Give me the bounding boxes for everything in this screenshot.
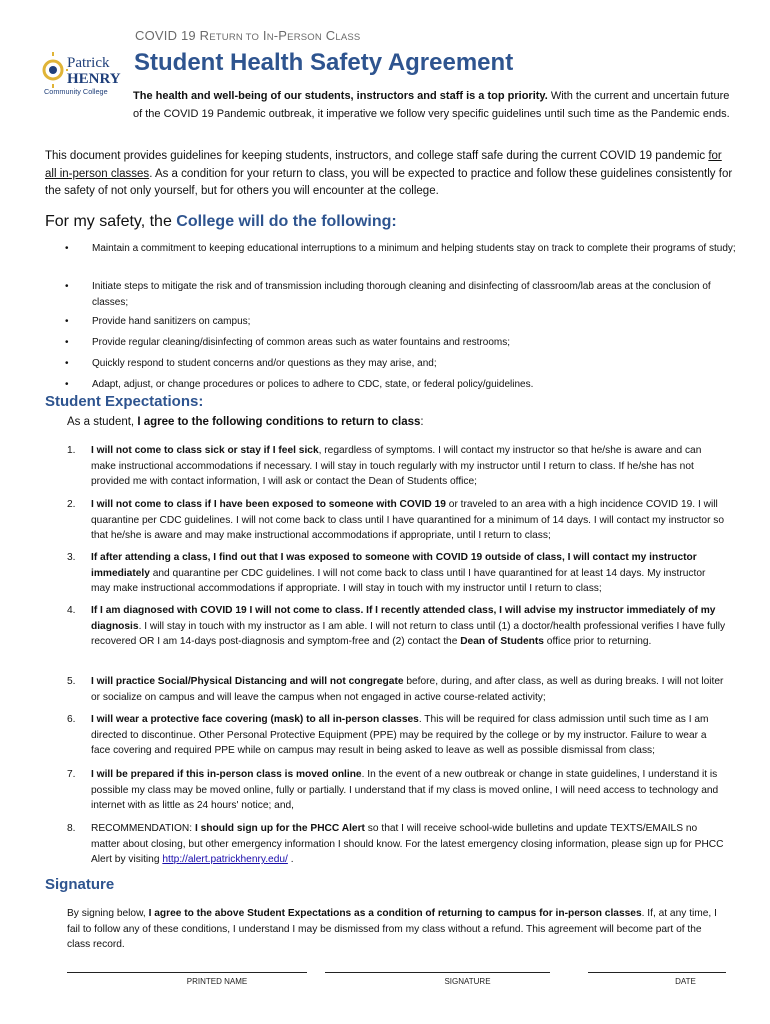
- list-item: • Provide hand sanitizers on campus;: [60, 314, 740, 330]
- list-item: • Adapt, adjust, or change procedures or polices to adhere to CDC, state, or federal policy/guidelines.: [60, 377, 740, 393]
- logo-line3: Community College: [44, 87, 108, 96]
- intro-paragraph: The health and well-being of our students, instructors and staff is a top priority. With the current and uncertain future of the COVID 19 Pandemic outbreak, it imperative we follow very specific guidelines until such time as the Pandemic ends.: [133, 90, 730, 120]
- list-item: • Maintain a commitment to keeping educational interruptions to a minimum and helping students stay on track to complete their programs of study;: [60, 241, 740, 257]
- signature-paragraph: By signing below, I agree to the above Student Expectations as a condition of returning to campus for in-person classes. If, at any time, I fail to follow any of these conditions, I understand I may be dismissed from my class without a refund. This agreement will become part of the class record.: [67, 908, 717, 950]
- logo-line1: Patrick: [67, 55, 110, 71]
- bullet-icon: •: [65, 358, 69, 369]
- list-item: • Initiate steps to mitigate the risk and of transmission including thorough cleaning and disinfecting of classroom/lab areas at the conclusion of classes;: [65, 281, 711, 308]
- signature-caption: SIGNATURE: [444, 977, 491, 986]
- list-item: • Provide regular cleaning/disinfecting of common areas such as water fountains and restrooms;: [60, 335, 740, 351]
- logo-line2: HENRY: [67, 71, 121, 87]
- expectations-heading: Student Expectations:: [45, 393, 204, 410]
- expectation-item: 5. I will practice Social/Physical Distancing and will not congregate before, during, and after class, as well as during breaks. I will not loiter or socialize on campus and will leave the campus when not engaged in active course-related activity;: [67, 676, 724, 703]
- page-title: Student Health Safety Agreement: [134, 49, 514, 76]
- alert-link[interactable]: http://alert.patrickhenry.edu/: [162, 854, 288, 865]
- expectation-item: 1. I will not come to class sick or stay if I feel sick, regardless of symptoms. I will contact my instructor so that he/she is aware and can make instructional accommodations if necessary. I will stay in touch regularly with my instructor until I return to class. If he/she has not provided me with contact information, I will ask or contact the Dean of Students office;: [67, 445, 702, 487]
- expectation-item: 2. I will not come to class if I have been exposed to someone with COVID 19 or traveled to an area with a high incidence COVID 19. I will quarantine per CDC guidelines. I will not come back to class until I have quarantined for a minimum of 14 days. I will contact my instructor so that he/she is aware and may make instructional accommodations if appropriate, until I return to class;: [67, 499, 725, 541]
- sun-emblem-icon: [40, 52, 68, 88]
- bullet-icon: •: [65, 379, 69, 390]
- printed-name-line[interactable]: [67, 972, 307, 973]
- document-kicker: COVID 19 RETURN TO IN-PERSON CLASS: [135, 28, 361, 43]
- college-logo: [40, 50, 125, 105]
- expectation-item: 3. If after attending a class, I find out that I was exposed to someone with COVID 19 outside of class, I will contact my instructor immediately and quarantine per CDC guidelines. I will not come back to class until I have quarantined for at least 14 days. My instructor may make instructional accommodations if appropriate. I will stay in touch with my instructor until I return to class;: [67, 552, 706, 594]
- signature-line[interactable]: [325, 972, 550, 973]
- signature-heading: Signature: [45, 876, 115, 893]
- safety-heading: For my safety, the College will do the following:: [45, 213, 397, 230]
- expectation-item: 8. RECOMMENDATION: I should sign up for the PHCC Alert so that I will receive school-wide bulletins and update TEXTS/EMAILS no matter about closing, but other emergency information I should know. For the latest emergency closing information, please sign up for PHCC Alert by visiting http://alert.patrickhenry.edu/ .: [67, 823, 724, 865]
- bullet-icon: •: [65, 243, 69, 254]
- printed-name-caption: PRINTED NAME: [186, 977, 248, 986]
- date-line[interactable]: [588, 972, 726, 973]
- expectation-item: 7. I will be prepared if this in-person class is moved online. In the event of a new outbreak or change in state guidelines, I understand it is possible my class may be moved online, fully or partially. I understand that if my class is moved online, I will need access to technology and internet with as little as 24 hours' notice; and,: [67, 769, 719, 811]
- description-paragraph: This document provides guidelines for keeping students, instructors, and college staff safe during the current COVID 19 pandemic for all in-person classes. As a condition for your return to class, you will be expected to practice and follow these guidelines consistently for the safety of not only yourself, but for others you will encounter at the college.: [45, 150, 733, 197]
- bullet-icon: •: [65, 337, 69, 348]
- date-caption: DATE: [675, 977, 696, 986]
- list-item: • Quickly respond to student concerns and/or questions as they may arise, and;: [60, 356, 740, 372]
- expectation-item: 6. I will wear a protective face covering (mask) to all in-person classes. This will be required for class admission until such time as I am directed to discontinue. Other Personal Protective Equipment (PPE) may be required by the college or by my instructor. Failure to wear a face covering and required PPE while on campus may result in being asked to leave as well as possible dismissal from class;: [67, 714, 709, 756]
- expectation-item: 4. If I am diagnosed with COVID 19 I will not come to class. If I recently attended class, I will advise my instructor immediately of my diagnosis. I will stay in touch with my instructor as I am able. I will not return to class until (1) a doctor/health professional verifies I have fully recovered OR I am 14-days post-diagnosis and symptom-free and (2) contact the Dean of Students office prior to returning.: [67, 605, 726, 647]
- bullet-icon: •: [65, 316, 69, 327]
- expectations-intro: As a student, I agree to the following conditions to return to class:: [67, 416, 424, 428]
- bullet-icon: •: [65, 281, 69, 292]
